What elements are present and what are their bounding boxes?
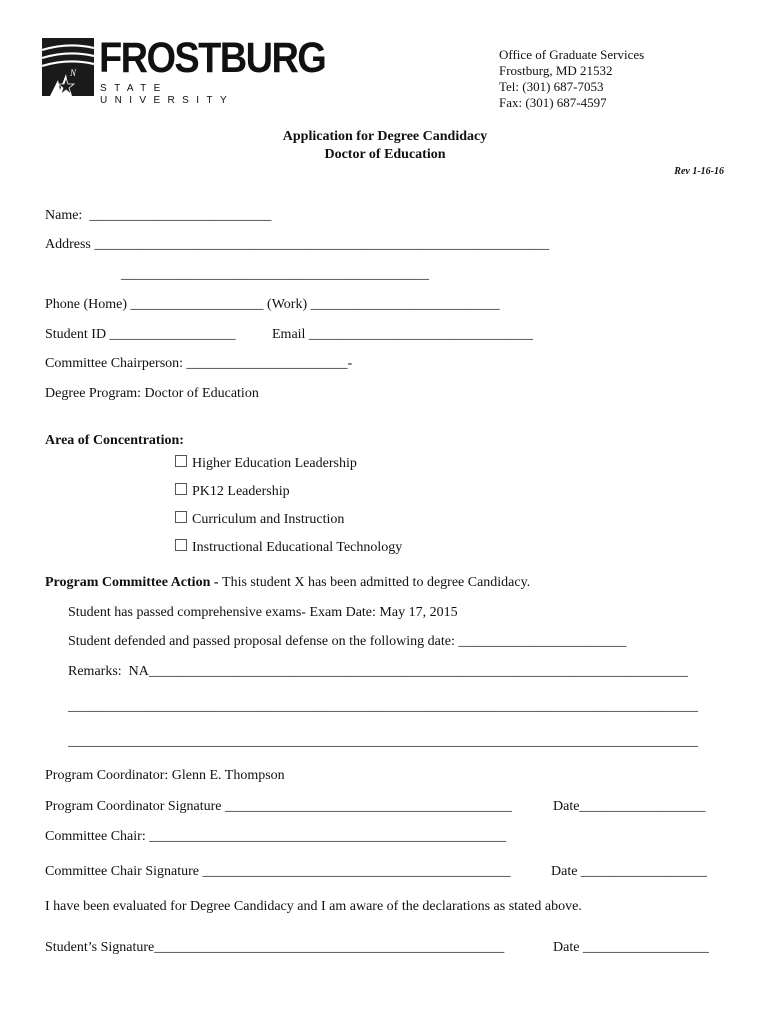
chair-date-field[interactable]: Date __________________ (551, 864, 707, 879)
remarks-line-3[interactable]: __________________________________________________________________________________________ (68, 734, 698, 749)
exams-statement: Student has passed comprehensive exams- Exam Date: May 17, 2015 (68, 605, 458, 620)
remarks-field[interactable]: Remarks: NA_____________________________________________________________________________ (68, 664, 688, 679)
checkbox-higher-ed[interactable] (175, 455, 187, 467)
option-pk12-label: PK12 Leadership (192, 484, 290, 499)
proposal-statement[interactable]: Student defended and passed proposal defense on the following date: ________________________ (68, 634, 627, 649)
chair-signature-field[interactable]: Committee Chair Signature ____________________________________________ (45, 864, 511, 879)
option-instructional-tech-label: Instructional Educational Technology (192, 540, 403, 555)
form-subtitle: Doctor of Education (324, 147, 446, 162)
checkbox-curriculum[interactable] (175, 511, 187, 523)
committee-action-statement: This student X has been admitted to degree Candidacy. (222, 575, 531, 590)
phone-field[interactable]: Phone (Home) ___________________ (Work) ___________________________ (45, 297, 500, 312)
student-signature-field[interactable]: Student’s Signature__________________________________________________ (45, 940, 505, 955)
concentration-heading: Area of Concentration: (45, 433, 184, 448)
form-title: Application for Degree Candidacy (282, 129, 488, 144)
committee-action-line (45, 575, 530, 591)
revision-label: Rev 1-16-16 (674, 166, 724, 177)
committee-chairperson-field[interactable]: Committee Chairperson: _______________________- (45, 356, 353, 371)
logo-subline: STATE UNIVERSITY (100, 83, 235, 106)
office-city: Frostburg, MD 21532 (499, 63, 613, 78)
office-name: Office of Graduate Services (499, 47, 645, 62)
office-fax: Fax: (301) 687-4597 (499, 95, 607, 110)
coordinator-date-field[interactable]: Date__________________ (553, 799, 706, 814)
committee-chair-field[interactable]: Committee Chair: ___________________________________________________ (45, 829, 507, 844)
committee-action-heading: Program Committee Action - (45, 575, 223, 590)
address-field[interactable]: Address _________________________________________________________________ (45, 237, 550, 252)
option-curriculum-label: Curriculum and Instruction (192, 512, 345, 527)
option-higher-ed-label: Higher Education Leadership (192, 456, 357, 471)
coordinator-signature-field[interactable]: Program Coordinator Signature _________________________________________ (45, 799, 513, 814)
remarks-line-2[interactable]: __________________________________________________________________________________________ (68, 699, 698, 714)
student-id-field[interactable]: Student ID __________________ (45, 327, 236, 342)
declaration-statement: I have been evaluated for Degree Candidacy and I am aware of the declarations as stated above. (45, 899, 582, 914)
office-tel: Tel: (301) 687-7053 (499, 79, 604, 94)
frostburg-emblem-icon (42, 38, 94, 96)
logo-wordmark: FROSTBURG (99, 35, 326, 83)
frostburg-logo (42, 35, 326, 106)
emblem-letter: N (70, 68, 77, 78)
program-coordinator-name: Program Coordinator: Glenn E. Thompson (45, 768, 285, 783)
checkbox-instructional-tech[interactable] (175, 539, 187, 551)
degree-program-label: Degree Program: Doctor of Education (45, 386, 259, 401)
checkbox-pk12[interactable] (175, 483, 187, 495)
email-field[interactable]: Email ________________________________ (272, 327, 533, 342)
name-field[interactable]: Name: __________________________ (45, 208, 272, 223)
address-line2-field[interactable]: ____________________________________________ (121, 267, 429, 282)
student-date-field[interactable]: Date __________________ (553, 940, 709, 955)
